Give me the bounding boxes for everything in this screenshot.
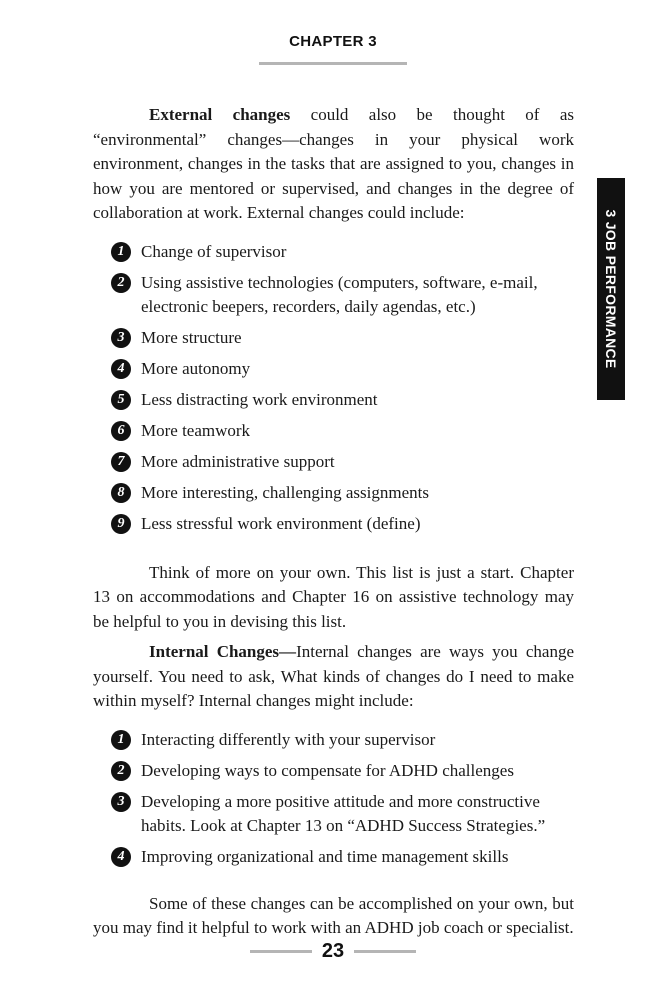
list-item bbox=[93, 512, 574, 537]
paragraph-think-more: Think of more on your own. This list is just a start. Chapter 13 on accommodations and Chapter 16 on assistive technology may be helpful to you in devising this list. bbox=[93, 562, 574, 631]
paragraph-text: could also be thought of as “environmental” changes—changes in your physical work environment, changes in the tasks that are assigned to you, changes in how you are mentored or supervised, and changes in the degree of collaboration at work. External changes could include: bbox=[93, 105, 574, 222]
list-item bbox=[93, 326, 574, 351]
numbered-bullet-icon: 2 bbox=[111, 761, 131, 781]
list-item bbox=[93, 388, 574, 413]
list-item-text: Change of supervisor bbox=[141, 241, 287, 261]
list-item bbox=[93, 759, 574, 784]
numbered-bullet-icon: 2 bbox=[111, 273, 131, 293]
list-item-text: More teamwork bbox=[141, 421, 251, 440]
numbered-bullet-icon: 8 bbox=[111, 483, 131, 503]
page-footer bbox=[0, 938, 666, 964]
footer-rule-right bbox=[354, 950, 416, 953]
list-item bbox=[93, 271, 574, 320]
list-item-text: Less stressful work environment (define) bbox=[141, 514, 421, 533]
numbered-bullet-icon: 4 bbox=[111, 847, 131, 867]
list-item-text: More administrative support bbox=[141, 452, 335, 471]
list-item-text: Improving organizational and time management skills bbox=[141, 847, 509, 866]
list-item bbox=[93, 728, 574, 753]
list-item-text: More autonomy bbox=[141, 359, 251, 378]
list-item bbox=[93, 481, 574, 506]
term-internal-changes: Internal Changes— bbox=[149, 642, 297, 661]
paragraph-external-changes bbox=[93, 103, 574, 226]
numbered-bullet-icon: 5 bbox=[111, 390, 131, 410]
numbered-bullet-icon: 1 bbox=[111, 730, 131, 750]
paragraph-internal-changes bbox=[93, 640, 574, 714]
paragraph-closing: Some of these changes can be accomplished on your own, but you may find it helpful to work with an ADHD job coach or specialist. bbox=[93, 893, 574, 937]
list-item bbox=[93, 845, 574, 870]
chapter-side-tab bbox=[597, 178, 625, 400]
running-header bbox=[0, 33, 666, 65]
side-tab-label: 3 JOB PERFORMANCE bbox=[603, 209, 619, 369]
list-item-text: Interacting differently with your supervisor bbox=[141, 729, 436, 749]
numbered-bullet-icon: 1 bbox=[111, 242, 131, 262]
list-item bbox=[93, 240, 574, 265]
list-item-text: Developing ways to compensate for ADHD challenges bbox=[141, 760, 514, 780]
list-item-text: Using assistive technologies (computers, software, e-mail, electronic beepers, recorders, daily agendas, etc.) bbox=[141, 272, 538, 316]
numbered-bullet-icon: 3 bbox=[111, 328, 131, 348]
numbered-bullet-icon: 7 bbox=[111, 452, 131, 472]
page-body bbox=[93, 103, 574, 941]
list-item-text: Less distracting work environment bbox=[141, 390, 378, 409]
footer-rule-left bbox=[250, 950, 312, 953]
numbered-bullet-icon: 9 bbox=[111, 514, 131, 534]
external-changes-list bbox=[93, 240, 574, 537]
numbered-bullet-icon: 6 bbox=[111, 421, 131, 441]
paragraph-text: Internal changes are ways you change yourself. You need to ask, What kinds of changes do I need to make within myself? Internal changes might include: bbox=[93, 642, 575, 710]
page-number: 23 bbox=[321, 939, 345, 962]
list-item-text: More structure bbox=[141, 328, 242, 347]
list-item bbox=[93, 419, 574, 444]
header-rule bbox=[259, 62, 407, 65]
list-item bbox=[93, 450, 574, 475]
numbered-bullet-icon: 4 bbox=[111, 359, 131, 379]
chapter-title: CHAPTER 3 bbox=[289, 33, 377, 50]
list-item-text: More interesting, challenging assignments bbox=[141, 483, 429, 502]
list-item bbox=[93, 790, 574, 839]
internal-changes-list bbox=[93, 728, 574, 870]
term-external-changes: External changes bbox=[149, 105, 291, 124]
list-item-text: Developing a more positive attitude and more constructive habits. Look at Chapter 13 on “ADHD Success Strategies.” bbox=[141, 791, 546, 835]
list-item bbox=[93, 357, 574, 382]
numbered-bullet-icon: 3 bbox=[111, 792, 131, 812]
